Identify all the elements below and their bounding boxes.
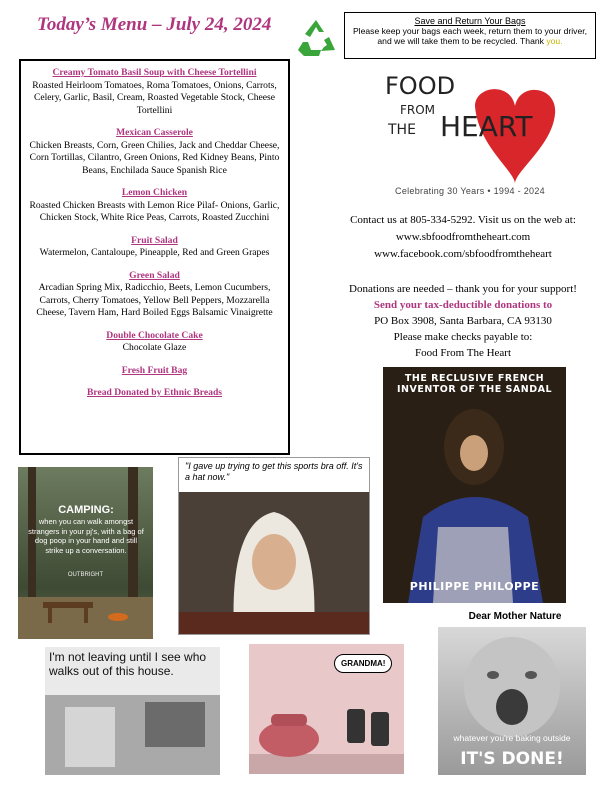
bag-notice-heading: Save and Return Your Bags bbox=[414, 16, 526, 26]
facebook-link[interactable]: www.facebook.com/sbfoodfromtheheart bbox=[374, 248, 552, 260]
menu-item bbox=[27, 330, 282, 355]
sandal-caption-top: THE RECLUSIVE FRENCH INVENTOR OF THE SANDAL bbox=[397, 373, 552, 395]
grandma-meme bbox=[249, 644, 404, 774]
baby-meme bbox=[438, 627, 586, 775]
menu-item-name: Green Salad bbox=[129, 269, 180, 281]
menu-item bbox=[27, 270, 282, 320]
menu-item-desc: Roasted Heirloom Tomatoes, Roma Tomatoes, Onions, Carrots, Celery, Garlic, Basil, Cream, Roasted Vegetable Stock, Cheese Tortellini bbox=[32, 79, 277, 116]
menu-item-desc: Arcadian Spring Mix, Radicchio, Beets, Lemon Cucumbers, Carrots, Cherry Tomatoes, Yellow Bell Peppers, Mozzarella Cheese, Tavern Ham, Hard Boiled Eggs Balsamic Vinaigrette bbox=[36, 282, 273, 318]
donations-payee: Food From The Heart bbox=[414, 347, 512, 359]
logo-tagline: Celebrating 30 Years • 1994 - 2024 bbox=[395, 186, 545, 196]
hat-caption: "I gave up trying to get this sports bra off. It's a hat now." bbox=[179, 458, 369, 492]
nature-big-text: IT'S DONE! bbox=[460, 749, 564, 769]
menu-item-name: Fresh Fruit Bag bbox=[121, 364, 188, 376]
grandma-bubble: GRANDMA! bbox=[334, 654, 392, 673]
recycle-icon bbox=[294, 17, 338, 61]
menu-item bbox=[27, 127, 282, 177]
donation-info bbox=[318, 281, 608, 361]
camping-text bbox=[26, 504, 146, 555]
food-from-the-heart-logo bbox=[380, 66, 560, 206]
nature-small-text: whatever you're baking outside bbox=[453, 733, 571, 743]
menu-item bbox=[27, 235, 282, 260]
donations-needed: Donations are needed – thank you for your support! bbox=[349, 283, 577, 295]
donations-send: Send your tax-deductible donations to bbox=[373, 299, 553, 311]
website-link[interactable]: www.sbfoodfromtheheart.com bbox=[395, 231, 531, 243]
sandal-caption-bottom: PHILIPPE PHILOPPE bbox=[409, 580, 540, 593]
menu-item-name: Lemon Chicken bbox=[121, 187, 188, 198]
logo-food: FOOD bbox=[385, 72, 456, 100]
menu-item-desc: Roasted Chicken Breasts with Lemon Rice Pilaf- Onions, Garlic, Chicken Stock, White Rice Peas, Carrots, Roasted Zucchini bbox=[29, 199, 280, 223]
sandal-meme bbox=[383, 367, 566, 603]
bag-return-notice bbox=[344, 12, 596, 59]
menu-item-name: Fruit Salad bbox=[131, 234, 178, 246]
menu-item-name: Mexican Casserole bbox=[116, 127, 193, 138]
menu-item bbox=[27, 187, 282, 225]
page-title: Today’s Menu – July 24, 2024 bbox=[37, 14, 272, 35]
menu-item-desc: Chocolate Glaze bbox=[122, 342, 187, 353]
menu-item-desc: Watermelon, Cantaloupe, Pineapple, Red and Green Grapes bbox=[39, 247, 270, 258]
logo-the: THE bbox=[388, 122, 416, 138]
bag-notice-body: Please keep your bags each week, return them to your driver, and we will take them to be recycled. Thank bbox=[352, 26, 588, 46]
camping-heading: CAMPING: bbox=[58, 504, 114, 516]
menu-item bbox=[27, 365, 282, 378]
portrait-image bbox=[383, 367, 566, 603]
hat-meme bbox=[178, 457, 370, 635]
leaving-meme bbox=[45, 647, 220, 775]
menu-item bbox=[27, 67, 282, 117]
logo-from: FROM bbox=[400, 103, 436, 117]
bag-notice-thanks: you. bbox=[546, 36, 563, 46]
donations-address: PO Box 3908, Santa Barbara, CA 93130 bbox=[374, 315, 552, 327]
camping-brand: OUTBRIGHT bbox=[67, 572, 104, 578]
donations-checks: Please make checks payable to: bbox=[393, 331, 533, 343]
contact-line: Contact us at 805-334-5292. Visit us on the web at: bbox=[350, 214, 576, 226]
menu-item-name: Creamy Tomato Basil Soup with Cheese Tortellini bbox=[52, 67, 257, 78]
contact-info bbox=[318, 212, 608, 263]
logo-heart-word: HEART bbox=[440, 110, 533, 143]
leaving-text: I'm not leaving until I see who walks out of this house. bbox=[49, 650, 207, 678]
camping-meme bbox=[18, 467, 153, 639]
camping-body: when you can walk amongst strangers in your pj's, with a bag of dog poop in your hand and still strike up a conversation. bbox=[28, 517, 144, 555]
painting-image bbox=[179, 492, 369, 634]
menu-item-name: Bread Donated by Ethnic Breads bbox=[86, 387, 223, 398]
menu-item bbox=[27, 387, 282, 400]
nature-title: Dear Mother Nature bbox=[468, 611, 562, 622]
menu-box bbox=[19, 59, 290, 455]
menu-item-name: Double Chocolate Cake bbox=[106, 329, 203, 341]
menu-item-desc: Chicken Breasts, Corn, Green Chilies, Jack and Cheddar Cheese, Corn Tortillas, Cilantro, Green Onions, Red Kidney Beans, Pinto Beans, Enchilada Sauce Spanish Rice bbox=[29, 139, 280, 176]
